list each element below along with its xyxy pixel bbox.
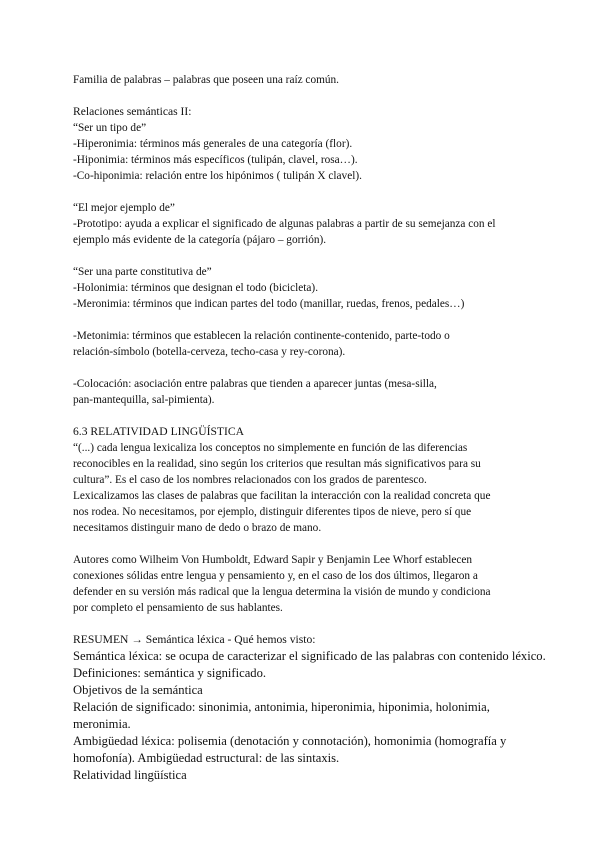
text-line: relación-símbolo (botella-cerveza, techo-casa y rey-corona).: [73, 346, 346, 358]
text-line: reconocibles en la realidad, sino según los criterios que resultan más significativos para su: [73, 458, 481, 470]
text-line: “(...) cada lengua lexicaliza los conceptos no simplemente en función de las diferencias: [73, 442, 468, 454]
paragraph-relaciones-semanticas: [73, 104, 533, 184]
text-line: Definiciones: semántica y significado.: [73, 666, 267, 680]
text-line: “El mejor ejemplo de”: [73, 202, 175, 214]
text-line: “Ser un tipo de”: [73, 122, 147, 134]
text-line: por completo el pensamiento de sus hablantes.: [73, 602, 283, 614]
text-line: Autores como Wilheim Von Humboldt, Edward Sapir y Benjamin Lee Whorf establecen: [73, 554, 473, 566]
paragraph-relatividad-linguistica: [73, 424, 533, 536]
document-body: [73, 72, 546, 784]
text-line: homofonía). Ambigüedad estructural: de las sintaxis.: [73, 751, 340, 765]
section-heading: 6.3 RELATIVIDAD LINGÜÍSTICA: [73, 425, 244, 438]
text-line: necesitamos distinguir mano de dedo o brazo de mano.: [73, 522, 322, 534]
text-line: Objetivos de la semántica: [73, 683, 203, 697]
text-line: -Prototipo: ayuda a explicar el significado de algunas palabras a partir de su semejanza con el: [73, 218, 496, 230]
text-line: -Holonimia: términos que designan el todo (bicicleta).: [73, 282, 319, 294]
text-line: conexiones sólidas entre lengua y pensamiento y, en el caso de los dos últimos, llegaron a: [73, 570, 478, 582]
text-line: -Meronimia: términos que indican partes del todo (manillar, ruedas, frenos, pedales…): [73, 298, 465, 310]
text-line: Ambigüedad léxica: polisemia (denotación y connotación), homonimia (homografía y: [73, 734, 507, 748]
text-line: cultura”. Es el caso de los nombres relacionados con los grados de parentesco.: [73, 474, 427, 486]
text-line: Familia de palabras – palabras que poseen una raíz común.: [73, 74, 340, 86]
text-line: pan-mantequilla, sal-pimienta).: [73, 394, 215, 406]
text-line: -Hiperonimia: términos más generales de una categoría (flor).: [73, 138, 353, 150]
text-line: nos rodea. No necesitamos, por ejemplo, distinguir diferentes tipos de nieve, pero sí que: [73, 506, 472, 518]
text-line: “Ser una parte constitutiva de”: [73, 266, 212, 278]
text-line: -Hiponimia: términos más específicos (tulipán, clavel, rosa…).: [73, 154, 358, 166]
text-line: meronimia.: [73, 717, 131, 731]
paragraph-holonimia: [73, 264, 533, 312]
text-line: -Colocación: asociación entre palabras que tienden a aparecer juntas (mesa-silla,: [73, 378, 437, 390]
paragraph-autores: [73, 552, 533, 616]
text-line: Relación de significado: sinonimia, antonimia, hiperonimia, hiponimia, holonimia,: [73, 700, 490, 714]
paragraph-colocacion: [73, 376, 533, 408]
section-heading: RESUMEN → Semántica léxica - Qué hemos visto:: [73, 633, 316, 646]
section-heading: Relaciones semánticas II:: [73, 105, 192, 118]
paragraph-familia-palabras: [73, 72, 533, 88]
text-line: defender en su versión más radical que la lengua determina la visión de mundo y condiciona: [73, 586, 491, 598]
text-line: Lexicalizamos las clases de palabras que facilitan la interacción con la realidad concreta que: [73, 490, 491, 502]
text-line: ejemplo más evidente de la categoría (pájaro – gorrión).: [73, 234, 327, 246]
paragraph-prototipo: [73, 200, 533, 248]
paragraph-resumen: [73, 632, 546, 784]
text-line: Semántica léxica: se ocupa de caracterizar el significado de las palabras con contenido léxico.: [73, 649, 546, 663]
paragraph-metonimia: [73, 328, 533, 360]
text-line: -Co-hiponimia: relación entre los hipónimos ( tulipán X clavel).: [73, 170, 362, 182]
text-line: Relatividad lingüística: [73, 768, 187, 782]
text-line: -Metonimia: términos que establecen la relación continente-contenido, parte-todo o: [73, 330, 450, 342]
